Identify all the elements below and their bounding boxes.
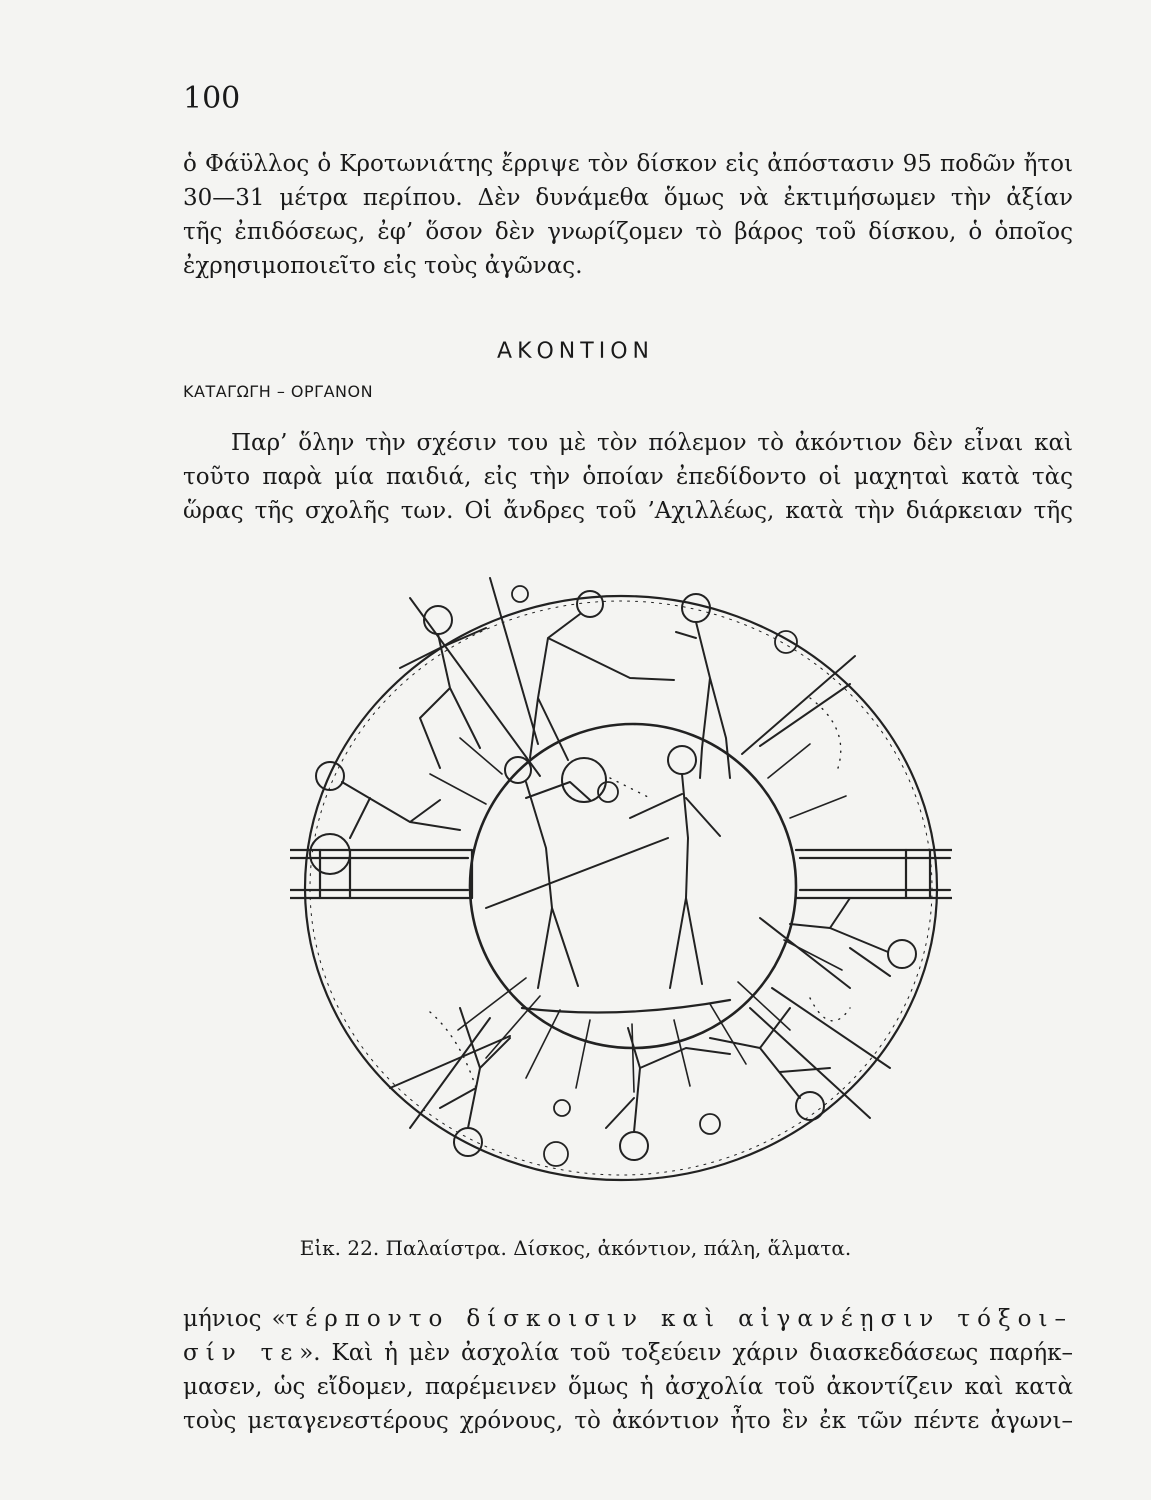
text-fragment: μήνιος « xyxy=(183,1306,286,1332)
quoted-verse: τέρποντο δίσκοισιν καὶ αἰγανέῃσιν τόξοι– xyxy=(285,1306,1073,1332)
inner-medallion xyxy=(470,724,796,1048)
column-left xyxy=(290,850,472,898)
text-line: τοὺς μεταγενεστέρους χρόνους, τὸ ἀκόντιον ἦτο ἓν ἐκ τῶν πέντε ἀγωνι– xyxy=(183,1408,1073,1434)
paragraph-javelin-continued xyxy=(183,1302,1073,1438)
text-line: ὁ Φάϋλλος ὁ Κροτωνιάτης ἔρριψε τὸν δίσκον εἰς ἀπόστασιν 95 ποδῶν ἤτοι xyxy=(183,151,1073,177)
javelins xyxy=(390,578,890,1128)
text-fragment: ». Καὶ ἡ μὲν ἀσχολία τοῦ τοξεύειν χάριν διασκεδάσεως παρήκ– xyxy=(299,1340,1073,1366)
subsection-heading: ΚΑΤΑΓΩΓΗ – ΟΡΓΑΝΟΝ xyxy=(183,382,374,401)
text-line: ἐχρησιμοποιεῖτο εἰς τοὺς ἀγῶνας. xyxy=(183,253,583,279)
text-line: ὥρας τῆς σχολῆς των. Οἱ ἄνδρες τοῦ ’Αχιλλέως, κατὰ τὴν διάρκειαν τῆς xyxy=(183,498,1073,524)
page-number: 100 xyxy=(183,81,241,116)
text-line: τοῦτο παρὰ μία παιδιά, εἰς τὴν ὁποίαν ἐπεδίδοντο οἱ μαχηταὶ κατὰ τὰς xyxy=(183,464,1073,490)
column-right xyxy=(796,850,952,898)
text-line: 30—31 μέτρα περίπου. Δὲν δυνάμεθα ὅμως νὰ ἐκτιμήσωμεν τὴν ἀξίαν xyxy=(183,185,1073,211)
section-title: ΑΚΟΝΤΙΟΝ xyxy=(497,339,654,364)
text-line xyxy=(183,1336,1073,1370)
paragraph-javelin-origin xyxy=(183,426,1073,528)
athlete-figures xyxy=(310,591,916,1160)
palaestra-figure xyxy=(290,568,952,1188)
text-line: μασεν, ὡς εἴδομεν, παρέμεινεν ὅμως ἡ ἀσχολία τοῦ ἀκοντίζειν καὶ κατὰ xyxy=(183,1374,1073,1400)
medallion-ground-line xyxy=(522,1000,730,1013)
athletic-equipment xyxy=(512,586,797,1166)
palaestra-cup-drawing xyxy=(290,568,952,1188)
text-line: Παρ’ ὅλην τὴν σχέσιν του μὲ τὸν πόλεμον τὸ ἀκόντιον δὲν εἶναι καὶ xyxy=(231,430,1073,456)
figure-caption: Εἰκ. 22. Παλαίστρα. Δίσκος, ἀκόντιον, πάλη, ἅλματα. xyxy=(299,1236,852,1260)
paragraph-discus-record xyxy=(183,147,1073,283)
quoted-verse: σίν τε xyxy=(183,1340,300,1366)
text-line xyxy=(183,1302,1073,1336)
dotted-marks xyxy=(430,698,850,1088)
text-line: τῆς ἐπιδόσεως, ἐφ’ ὅσον δὲν γνωρίζομεν τὸ βάρος τοῦ δίσκου, ὁ ὁποῖος xyxy=(183,219,1073,245)
